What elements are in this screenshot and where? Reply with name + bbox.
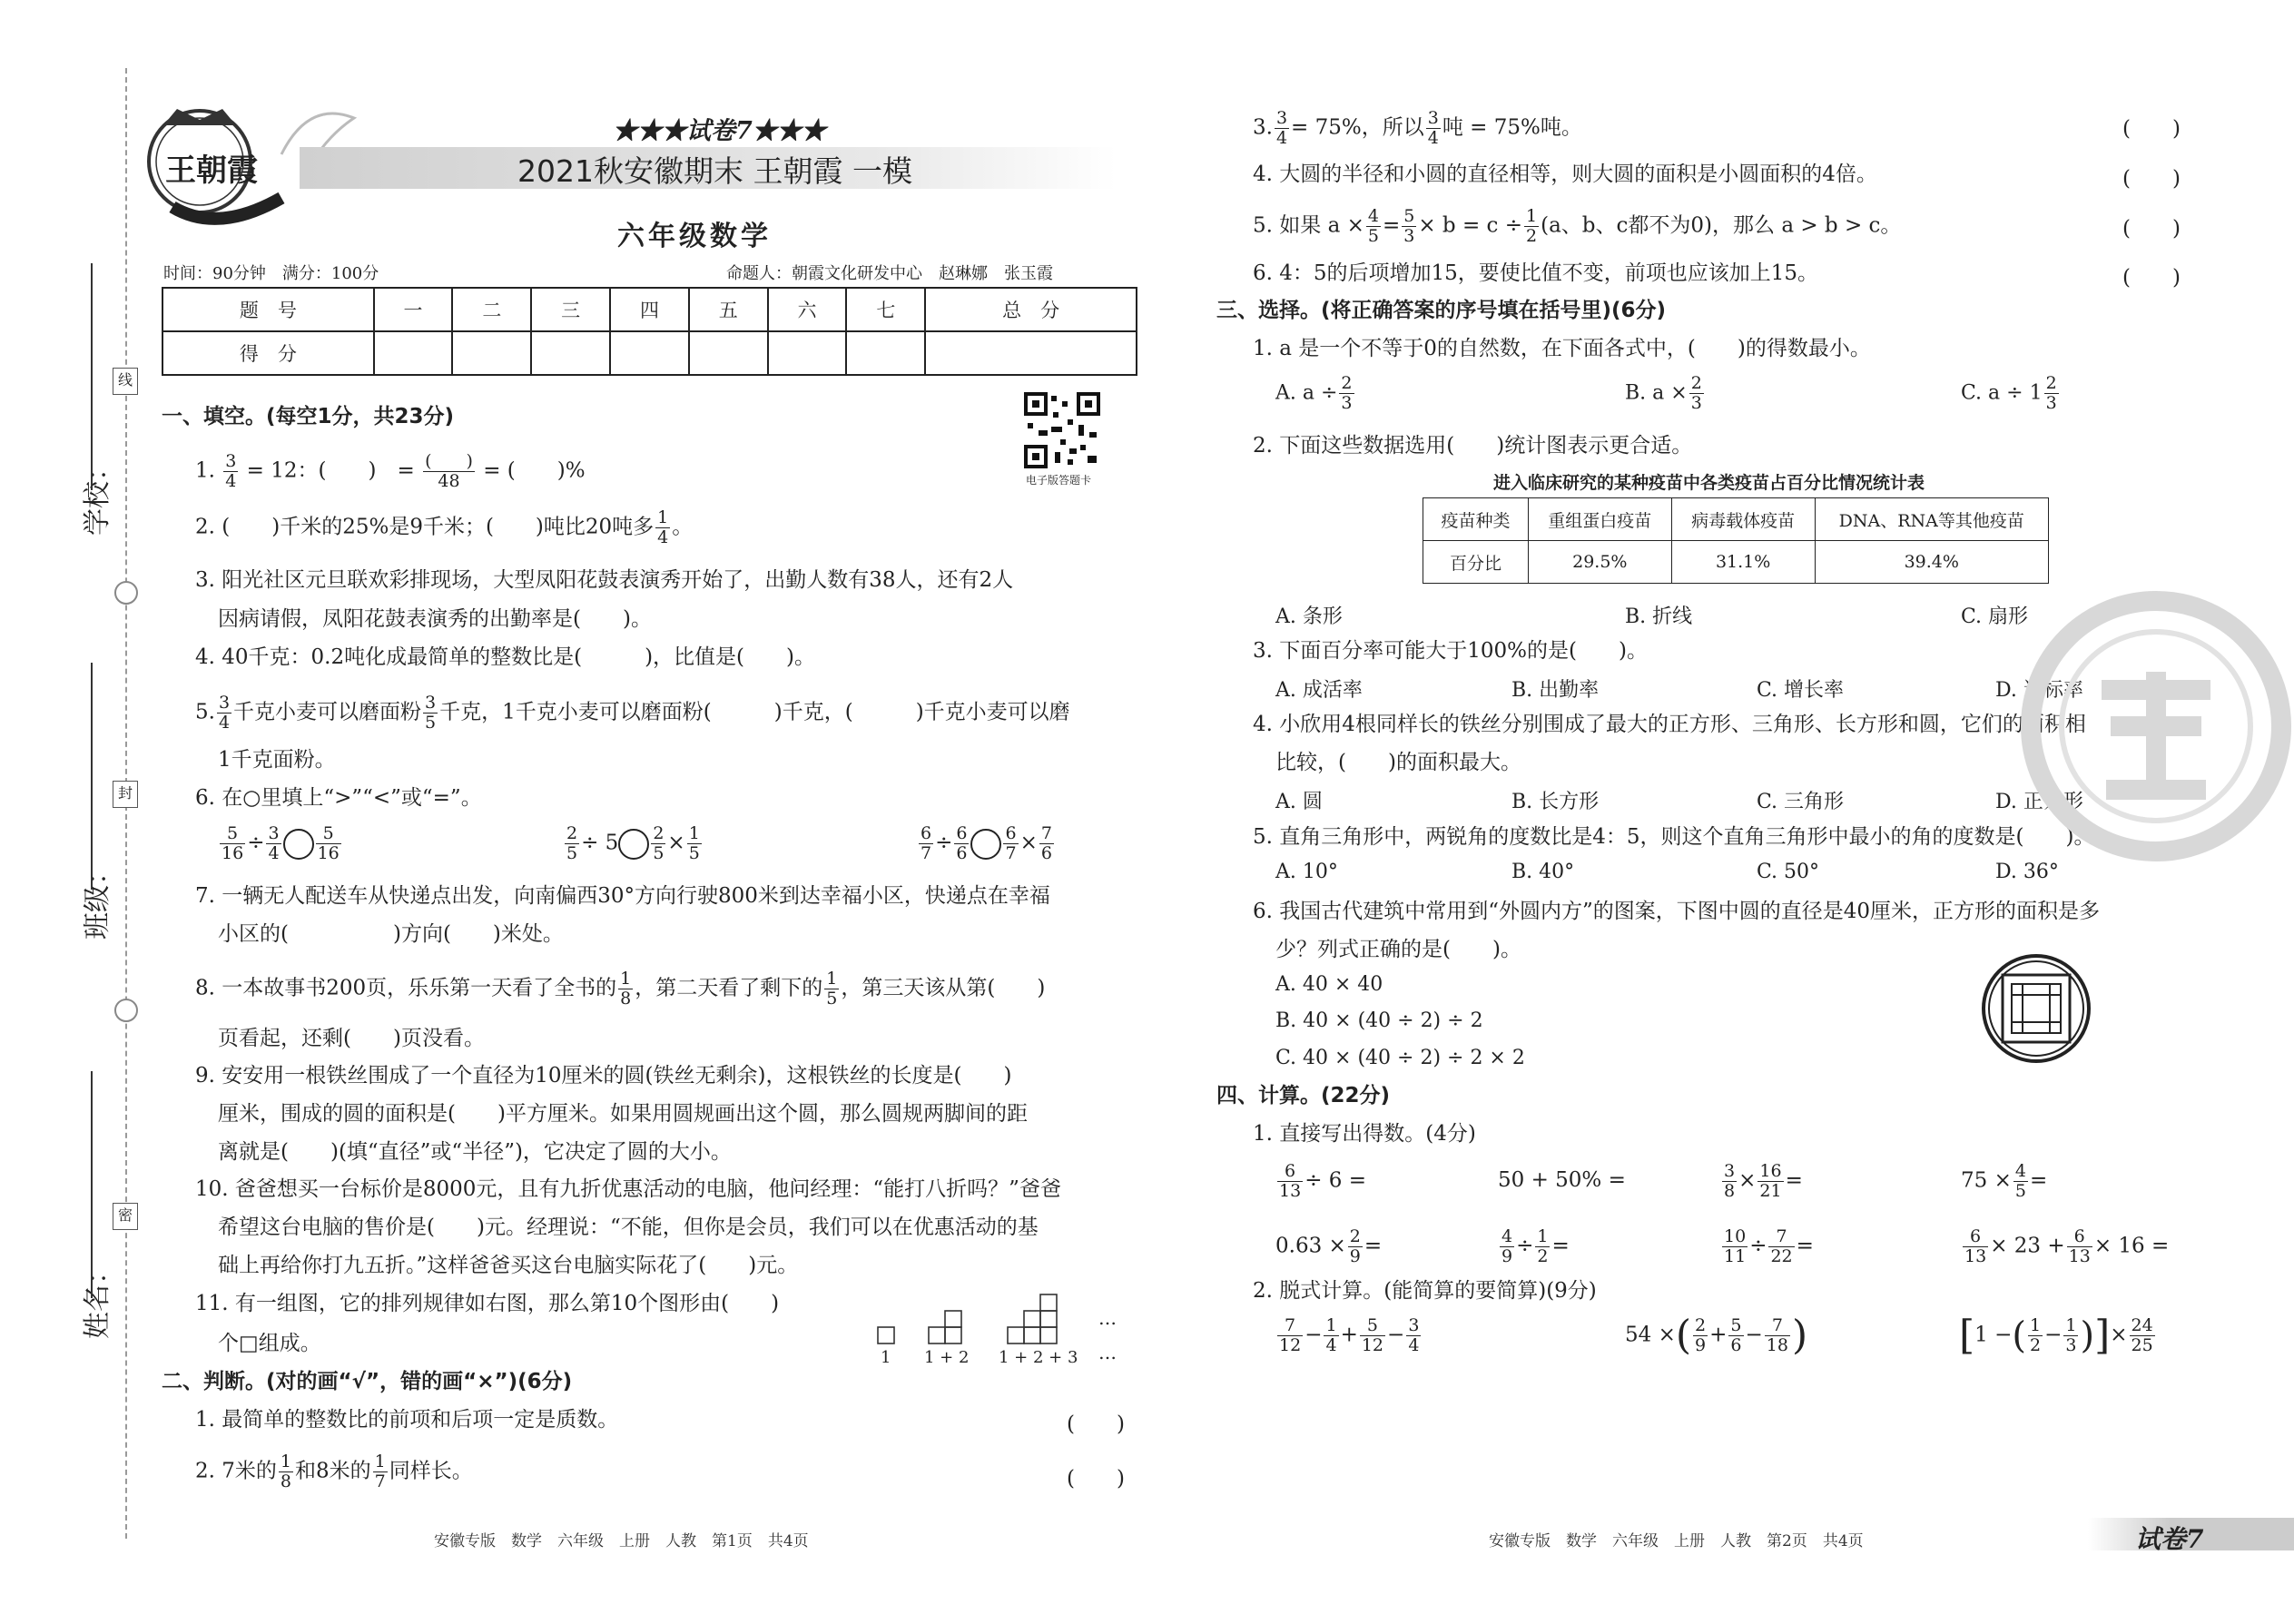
- calc-6: $\frac{4}{9}$ ÷ $\frac{1}{2}$ =: [1501, 1226, 1570, 1266]
- answer-paren[interactable]: ( ): [2122, 167, 2181, 191]
- score-header: 题 号: [162, 288, 374, 331]
- logo-text: 王朝霞: [165, 153, 258, 189]
- q4-2: 2. 脱式计算。(能简算的要简算)(9分): [1253, 1279, 1597, 1303]
- q3-4-opt-a[interactable]: A. 圆: [1275, 791, 1323, 813]
- score-header: 五: [689, 288, 768, 331]
- answer-paren[interactable]: ( ): [2122, 117, 2181, 141]
- qr-caption: 电子版答题卡: [1026, 474, 1092, 487]
- q1-11b: 个□组成。: [218, 1332, 321, 1355]
- q2-6: 6. 4：5的后项增加15，要使比值不变，前项也应该加上15。: [1253, 261, 1819, 285]
- q3-6-opt-c[interactable]: C. 40 × (40 ÷ 2) ÷ 2 × 2: [1275, 1047, 1525, 1069]
- school-field[interactable]: [91, 263, 93, 490]
- q1-8a: 8. 一本故事书200页，乐乐第一天看了全书的 $\frac{1}{8}$ ，第二天看了剩下的 $\frac{1}{5}$ ，第三天该从第( ): [195, 969, 1046, 1009]
- q3-2-opt-c[interactable]: C. 扇形: [1961, 605, 2029, 628]
- q2-1: 1. 最简单的整数比的前项和后项一定是质数。: [195, 1408, 619, 1432]
- name-label: 姓名：: [82, 1257, 113, 1339]
- time-info: 时间：90分钟 满分：100分: [163, 264, 379, 283]
- q3-5-opt-b[interactable]: B. 40°: [1511, 861, 1575, 883]
- answer-paren[interactable]: ( ): [1067, 1412, 1125, 1436]
- compare-circle[interactable]: [618, 829, 649, 860]
- calc-2: 50 + 50% =: [1498, 1168, 1626, 1192]
- qr-code-icon[interactable]: [1024, 392, 1100, 468]
- q3-3: 3. 下面百分率可能大于100%的是( )。: [1253, 639, 1648, 663]
- score-cell[interactable]: [689, 331, 768, 375]
- exam-title: 2021秋安徽期末 王朝霞 一模: [517, 153, 912, 189]
- score-header: 一: [374, 288, 453, 331]
- calc-4: 75 × $\frac{4}{5}$ =: [1961, 1161, 2048, 1201]
- q3-5-opt-d[interactable]: D. 36°: [1995, 861, 2059, 883]
- q2-5: 5. 如果 a × $\frac{4}{5}$ = $\frac{5}{3}$ × b = c ÷ $\frac{1}{2}$ (a、b、c都不为0)，那么 a > b > c。: [1253, 206, 1902, 246]
- score-cell[interactable]: [531, 331, 610, 375]
- section-2-title: 二、判断。(对的画“√”，错的画“×”)(6分): [162, 1370, 573, 1393]
- score-header: 二: [452, 288, 531, 331]
- binding-hole-icon: [114, 999, 138, 1022]
- pattern-label: …: [1098, 1342, 1117, 1363]
- q1-1: 1. $\frac{3}{4}$ = 12：( ) = $\frac{( )}{48}$ = ( )%: [195, 451, 586, 491]
- q3-3-opt-a[interactable]: A. 成活率: [1275, 679, 1363, 702]
- answer-paren[interactable]: ( ): [2122, 266, 2181, 290]
- calc-8: $\frac{6}{13}$ × 23 + $\frac{6}{13}$ × 16 =: [1964, 1226, 2170, 1266]
- score-cell[interactable]: [452, 331, 531, 375]
- score-cell[interactable]: [768, 331, 847, 375]
- q3-2-opt-b[interactable]: B. 折线: [1625, 605, 1693, 628]
- vaccine-header: DNA、RNA等其他疫苗: [1815, 498, 2048, 541]
- q1-10b: 希望这台电脑的售价是( )元。经理说：“不能，但你是会员，我们可以在优惠活动的基: [218, 1216, 1039, 1239]
- q3-3-opt-d[interactable]: D. 达标率: [1995, 679, 2083, 702]
- footer-right: 安徽专版 数学 六年级 上册 人教 第2页 共4页: [1489, 1532, 1864, 1550]
- pattern-label: 1 + 2 + 3: [999, 1348, 1078, 1367]
- calc-7: $\frac{10}{11}$ ÷ $\frac{7}{22}$ =: [1724, 1226, 1814, 1266]
- score-header: 六: [768, 288, 847, 331]
- answer-paren[interactable]: ( ): [1067, 1467, 1125, 1491]
- vaccine-cell: 39.4%: [1815, 541, 2048, 584]
- line-mark: 线: [113, 368, 138, 395]
- score-header: 七: [846, 288, 925, 331]
- calc-5: 0.63 × $\frac{2}{9}$ =: [1275, 1226, 1383, 1266]
- expr-1: $\frac{7}{12}$ − $\frac{1}{4}$ + $\frac{5}{12}$ − $\frac{3}{4}$: [1279, 1315, 1420, 1355]
- vaccine-header: 病毒载体疫苗: [1671, 498, 1815, 541]
- q1-5c: 1千克面粉。: [218, 748, 336, 772]
- score-cell[interactable]: [846, 331, 925, 375]
- expr-2: 54 ×( $\frac{2}{9}$ + $\frac{5}{6}$ − $\frac{7}{18}$ ): [1625, 1312, 1808, 1359]
- q3-1-opt-c[interactable]: C. a ÷ 1 $\frac{2}{3}$: [1961, 373, 2057, 413]
- subject-title: 六年级数学: [617, 221, 772, 252]
- secret-mark: 密: [113, 1203, 138, 1230]
- q3-6-opt-b[interactable]: B. 40 × (40 ÷ 2) ÷ 2: [1275, 1009, 1483, 1032]
- q3-3-opt-b[interactable]: B. 出勤率: [1511, 679, 1600, 702]
- calc-1: $\frac{6}{13}$ ÷ 6 =: [1279, 1161, 1366, 1201]
- q1-3b: 因病请假，凤阳花鼓表演秀的出勤率是( )。: [218, 607, 652, 631]
- section-3-title: 三、选择。(将正确答案的序号填在括号里)(6分): [1216, 299, 1667, 322]
- vaccine-header: 疫苗种类: [1423, 498, 1529, 541]
- score-header: 四: [610, 288, 689, 331]
- q1-10a: 10. 爸爸想买一台标价是8000元，且有九折优惠活动的电脑，他问经理：“能打八折吗？”爸爸: [195, 1177, 1061, 1201]
- q1-10c: 础上再给你打九五折。”这样爸爸买这台电脑实际花了( )元。: [218, 1254, 799, 1277]
- q3-2: 2. 下面这些数据选用( )统计图表示更合适。: [1253, 434, 1693, 458]
- q3-1: 1. a 是一个不等于0的自然数，在下面各式中，( )的得数最小。: [1253, 337, 1871, 360]
- pattern-label: …: [1098, 1307, 1117, 1329]
- q1-4: 4. 40千克：0.2吨化成最简单的整数比是( )，比值是( )。: [195, 645, 815, 669]
- vaccine-cell: 29.5%: [1528, 541, 1671, 584]
- score-header: 总 分: [925, 288, 1137, 331]
- q3-6b: 少？列式正确的是( )。: [1275, 938, 1521, 961]
- score-row-label: 得 分: [162, 331, 374, 375]
- vaccine-header: 重组蛋白疫苗: [1528, 498, 1671, 541]
- q2-2: 2. 7米的 $\frac{1}{8}$ 和8米的 $\frac{1}{7}$ 同样长。: [195, 1452, 473, 1491]
- score-cell[interactable]: [374, 331, 453, 375]
- q1-9b: 厘米，围成的圆的面积是( )平方厘米。如果用圆规画出这个圆，那么圆规两脚间的距: [218, 1102, 1028, 1126]
- q3-6-opt-a[interactable]: A. 40 × 40: [1275, 973, 1383, 996]
- name-field[interactable]: [91, 1071, 93, 1298]
- score-header: 三: [531, 288, 610, 331]
- q1-7b: 小区的( )方向( )米处。: [218, 922, 564, 946]
- q2-3: 3. $\frac{3}{4}$ = 75%，所以 $\frac{3}{4}$ 吨 = 75%吨。: [1253, 108, 1582, 148]
- q1-9c: 离就是( )(填“直径”或“半径”)，它决定了圆的大小。: [218, 1140, 732, 1164]
- secret-seal-watermark: [2020, 590, 2292, 862]
- q3-4b: 比较，( )的面积最大。: [1275, 751, 1521, 774]
- score-cell[interactable]: [925, 331, 1137, 375]
- score-cell[interactable]: [610, 331, 689, 375]
- section-4-title: 四、计算。(22分): [1216, 1084, 1391, 1107]
- pattern-label: 1: [881, 1348, 891, 1367]
- q3-4a: 4. 小欣用4根同样长的铁丝分别围成了最大的正方形、三角形、长方形和圆，它们的面积相: [1253, 713, 2086, 736]
- calc-3: $\frac{3}{8}$ × $\frac{16}{21}$ =: [1724, 1161, 1803, 1201]
- q1-11a: 11. 有一组图，它的排列规律如右图，那么第10个图形由( ): [195, 1292, 780, 1315]
- footer-left: 安徽专版 数学 六年级 上册 人教 第1页 共4页: [434, 1532, 809, 1550]
- school-label: 学校：: [82, 454, 113, 536]
- section-1-title: 一、填空。(每空1分，共23分): [162, 405, 455, 428]
- q3-4-opt-d[interactable]: D. 正方形: [1995, 791, 2083, 813]
- q1-5a: 5. $\frac{3}{4}$ 千克小麦可以磨面粉 $\frac{3}{5}$ 千克，1千克小麦可以磨面粉( )千克，( )千克小麦可以磨: [195, 693, 1070, 733]
- q1-6: 6. 在○里填上“>”“<”或“=”。: [195, 786, 482, 810]
- answer-paren[interactable]: ( ): [2122, 217, 2181, 241]
- q2-4: 4. 大圆的半径和小圆的直径相等，则大圆的面积是小圆面积的4倍。: [1253, 162, 1877, 186]
- footer-tag: 试卷7: [2135, 1524, 2204, 1554]
- binding-hole-icon: [114, 581, 138, 605]
- q3-1-opt-a[interactable]: A. a ÷ $\frac{2}{3}$: [1275, 373, 1353, 413]
- q1-6-exprs: $\frac{5}{16}$ ÷ $\frac{3}{4}$ $\frac{5}{16}$: [222, 823, 340, 863]
- q1-8d: 页看起，还剩( )页没看。: [218, 1027, 485, 1050]
- seal-mark: 封: [113, 781, 138, 808]
- q4-1: 1. 直接写出得数。(4分): [1253, 1122, 1476, 1146]
- q1-3a: 3. 阳光社区元旦联欢彩排现场，大型凤阳花鼓表演秀开始了，出勤人数有38人，还有2人: [195, 568, 1014, 592]
- q3-5: 5. 直角三角形中，两锐角的度数比是4：5，则这个直角三角形中最小的角的度数是( )。: [1253, 825, 2095, 849]
- circle-square-window-figure: [1981, 953, 2092, 1064]
- q1-6-expr3: $\frac{6}{7}$ ÷ $\frac{6}{6}$ $\frac{6}{7}$ × $\frac{7}{6}$: [921, 823, 1052, 863]
- score-table: [162, 287, 1137, 376]
- series-title: ★★★试卷7★★★: [613, 117, 826, 145]
- vaccine-cell: 31.1%: [1671, 541, 1815, 584]
- q1-7a: 7. 一辆无人配送车从快递点出发，向南偏西30°方向行驶800米到达幸福小区，快递点在幸福: [195, 884, 1050, 908]
- pattern-label: 1 + 2: [924, 1348, 970, 1367]
- q1-2: 2. ( )千米的25%是9千米；( )吨比20吨多 $\frac{1}{4}$ 。: [195, 507, 694, 547]
- q3-3-opt-c[interactable]: C. 增长率: [1757, 679, 1845, 702]
- class-field[interactable]: [91, 663, 93, 890]
- expr-3: [1 −( $\frac{1}{2}$ − $\frac{1}{3}$ )]× $\frac{24}{25}$: [1959, 1312, 2153, 1359]
- class-label: 班级：: [82, 858, 113, 940]
- author-info: 命题人：朝霞文化研发中心 赵琳娜 张玉霞: [726, 264, 1053, 283]
- vaccine-cell: 百分比: [1423, 541, 1529, 584]
- q1-6-expr2: $\frac{2}{5}$ ÷ 5 $\frac{2}{5}$ × $\frac{1}{5}$: [566, 823, 700, 863]
- compare-circle[interactable]: [283, 829, 314, 860]
- vaccine-table-title: 进入临床研究的某种疫苗中各类疫苗占百分比情况统计表: [1493, 473, 1925, 493]
- q3-6a: 6. 我国古代建筑中常用到“外圆内方”的图案，下图中圆的直径是40厘米，正方形的面积是多: [1253, 900, 2101, 923]
- compare-circle[interactable]: [970, 829, 1001, 860]
- q3-1-opt-b[interactable]: B. a × $\frac{2}{3}$: [1625, 373, 1702, 413]
- q1-9a: 9. 安安用一根铁丝围成了一个直径为10厘米的圆(铁丝无剩余)，这根铁丝的长度是( ): [195, 1064, 1012, 1088]
- q3-5-opt-c[interactable]: C. 50°: [1757, 861, 1820, 883]
- q3-4-opt-b[interactable]: B. 长方形: [1511, 791, 1600, 813]
- vaccine-table: [1423, 497, 2049, 584]
- q3-5-opt-a[interactable]: A. 10°: [1275, 861, 1338, 883]
- q3-4-opt-c[interactable]: C. 三角形: [1757, 791, 1845, 813]
- q3-2-opt-a[interactable]: A. 条形: [1275, 605, 1343, 628]
